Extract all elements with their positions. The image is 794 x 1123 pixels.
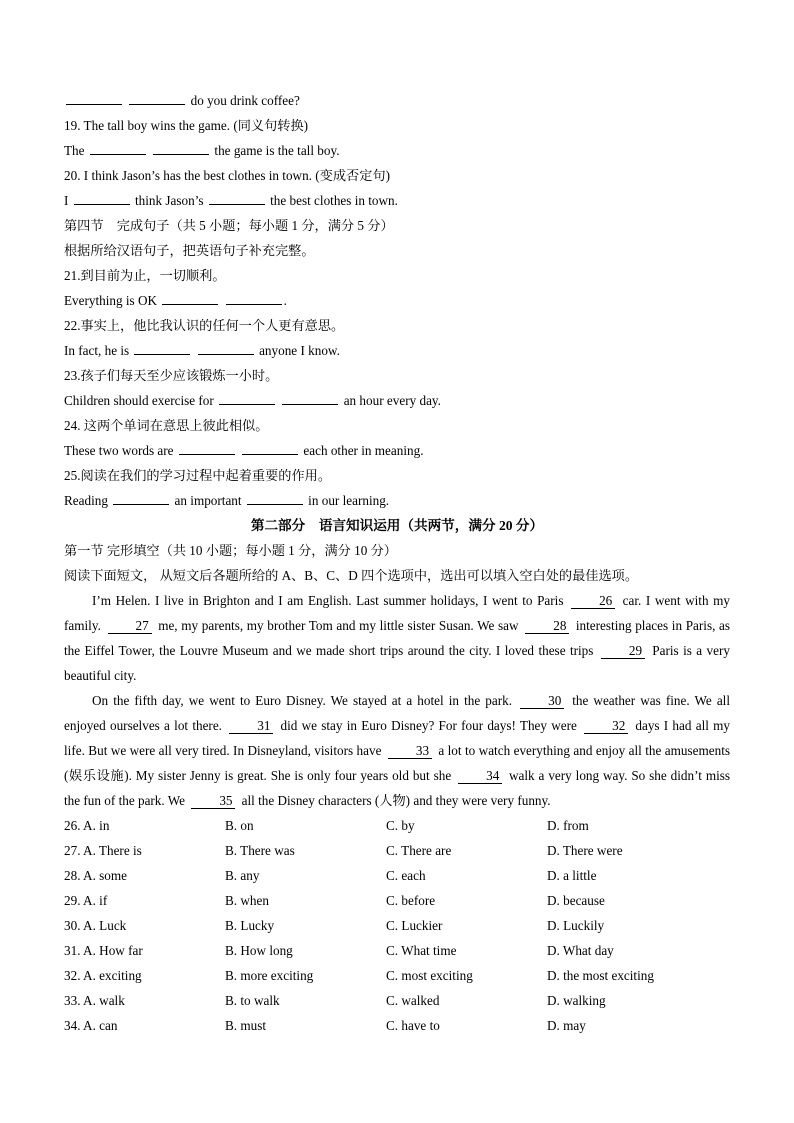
- option-choice[interactable]: D. walking: [547, 993, 606, 1008]
- q23-chinese: 23.孩子们每天至少应该锻炼一小时。: [64, 368, 279, 383]
- answer-blank[interactable]: [162, 290, 218, 305]
- option-choice[interactable]: C. by: [386, 818, 415, 833]
- option-choice[interactable]: D. from: [547, 818, 589, 833]
- q24-answer-line: [64, 438, 730, 463]
- q22-chinese: 22.事实上，他比我认识的任何一个人更有意思。: [64, 318, 345, 333]
- passage-paragraph-1: [64, 588, 730, 688]
- q22-answer-line: [64, 338, 730, 363]
- option-choice[interactable]: B. when: [225, 893, 269, 908]
- section4-title: 第四节 完成句子（共 5 小题；每小题 1 分，满分 5 分）: [64, 218, 394, 233]
- option-choice[interactable]: B. Lucky: [225, 918, 275, 933]
- q21-pre: Everything is OK: [64, 293, 158, 308]
- options-grid: [64, 813, 730, 1038]
- option-choice[interactable]: D. may: [547, 1018, 586, 1033]
- option-choice[interactable]: 33. A. walk: [64, 993, 125, 1008]
- option-choice[interactable]: 28. A. some: [64, 868, 128, 883]
- q23-pre: Children should exercise for: [64, 393, 214, 408]
- blank-number[interactable]: 34: [458, 768, 502, 784]
- answer-blank[interactable]: [129, 90, 185, 105]
- answer-blank[interactable]: [198, 340, 254, 355]
- section4-instructions: 根据所给汉语句子，把英语句子补充完整。: [64, 243, 315, 258]
- q21-post: .: [283, 293, 287, 308]
- blank-number[interactable]: 28: [525, 618, 569, 634]
- q21-answer-line: [64, 288, 730, 313]
- answer-blank[interactable]: [134, 340, 190, 355]
- option-choice[interactable]: 32. A. exciting: [64, 968, 142, 983]
- blank-number[interactable]: 30: [520, 693, 564, 709]
- q25-answer-line: [64, 488, 730, 513]
- q22-post: anyone I know.: [259, 343, 340, 358]
- passage-text: interesting places in Paris, as the Eiffel Tower, the Louvre Museum and we made short trips around the city. I loved these trips: [64, 618, 731, 658]
- passage-text: a lot to watch everything and enjoy all the amusements (娱乐设施). My sister Jenny is great. She is only four years old but she: [64, 743, 730, 783]
- blank-number[interactable]: 26: [571, 593, 615, 609]
- answer-blank[interactable]: [209, 190, 265, 205]
- passage-text: On the fifth day, we went to Euro Disney. We stayed at a hotel in the park.: [92, 693, 513, 708]
- passage-text: walk a very long way. So she didn’t miss the fun of the park. We: [64, 768, 731, 808]
- option-choice[interactable]: 34. A. can: [64, 1018, 118, 1033]
- option-choice[interactable]: D. There were: [547, 843, 623, 858]
- passage-text: the weather was fine. We all enjoyed ourselves a lot there.: [64, 693, 731, 733]
- q24-post: each other in meaning.: [303, 443, 424, 458]
- passage-text: did we stay in Euro Disney? For four days! They were: [280, 718, 577, 733]
- passage-text: car. I went with my family.: [64, 593, 731, 633]
- q20-mid: think Jason’s: [135, 193, 204, 208]
- option-choice[interactable]: C. Luckier: [386, 918, 443, 933]
- q23-answer-line: [64, 388, 730, 413]
- answer-blank[interactable]: [153, 140, 209, 155]
- q25-pre: Reading: [64, 493, 108, 508]
- q23-post: an hour every day.: [343, 393, 441, 408]
- answer-blank[interactable]: [226, 290, 282, 305]
- blank-number[interactable]: 35: [191, 793, 235, 809]
- passage-text: all the Disney characters (人物) and they were very funny.: [241, 793, 551, 808]
- section1-instructions: 阅读下面短文， 从短文后各题所给的 A、B、C、D 四个选项中，选出可以填入空白处的最佳选项。: [64, 568, 639, 583]
- q18-text: do you drink coffee?: [190, 93, 300, 108]
- answer-blank[interactable]: [66, 90, 122, 105]
- option-choice[interactable]: B. on: [225, 818, 254, 833]
- passage-text: I’m Helen. I live in Brighton and I am English. Last summer holidays, I went to Paris: [92, 593, 564, 608]
- option-choice[interactable]: D. because: [547, 893, 605, 908]
- answer-blank[interactable]: [242, 440, 298, 455]
- q19-post: the game is the tall boy.: [214, 143, 340, 158]
- part2-title: 第二部分 语言知识运用（共两节，满分 20 分）: [250, 518, 544, 533]
- passage-text: days I had all my life. But we were all very tired. In Disneyland, visitors have: [64, 718, 731, 758]
- q25-mid: an important: [174, 493, 242, 508]
- q21-chinese: 21.到目前为止，一切顺利。: [64, 268, 226, 283]
- exam-page: [64, 88, 730, 1038]
- q20-post: the best clothes in town.: [270, 193, 398, 208]
- answer-blank[interactable]: [219, 390, 275, 405]
- q18-answer-line: [64, 88, 730, 113]
- blank-number[interactable]: 31: [229, 718, 273, 734]
- option-choice[interactable]: C. What time: [386, 943, 457, 958]
- blank-number[interactable]: 27: [108, 618, 152, 634]
- option-choice[interactable]: C. walked: [386, 993, 440, 1008]
- q19-pre: The: [64, 143, 85, 158]
- q22-pre: In fact, he is: [64, 343, 130, 358]
- answer-blank[interactable]: [74, 190, 130, 205]
- q19-answer-line: [64, 138, 730, 163]
- option-choice[interactable]: 31. A. How far: [64, 943, 143, 958]
- blank-number[interactable]: 32: [584, 718, 628, 734]
- option-choice[interactable]: 26. A. in: [64, 818, 110, 833]
- option-choice[interactable]: C. most exciting: [386, 968, 473, 983]
- blank-number[interactable]: 33: [388, 743, 432, 759]
- q24-chinese: 24. 这两个单词在意思上彼此相似。: [64, 418, 269, 433]
- q25-post: in our learning.: [308, 493, 390, 508]
- section1-title: 第一节 完形填空（共 10 小题；每小题 1 分，满分 10 分）: [64, 543, 397, 558]
- answer-blank[interactable]: [179, 440, 235, 455]
- answer-blank[interactable]: [282, 390, 338, 405]
- passage-paragraph-2: [64, 688, 730, 813]
- q20-answer-line: [64, 188, 730, 213]
- option-choice[interactable]: C. have to: [386, 1018, 440, 1033]
- option-choice[interactable]: C. There are: [386, 843, 452, 858]
- option-choice[interactable]: 30. A. Luck: [64, 918, 127, 933]
- option-choice[interactable]: B. to walk: [225, 993, 280, 1008]
- option-choice[interactable]: D. the most exciting: [547, 968, 654, 983]
- blank-number[interactable]: 29: [601, 643, 645, 659]
- option-choice[interactable]: 27. A. There is: [64, 843, 142, 858]
- option-choice[interactable]: B. There was: [225, 843, 295, 858]
- option-choice[interactable]: D. a little: [547, 868, 597, 883]
- q19-stem: 19. The tall boy wins the game. (同义句转换): [64, 118, 309, 133]
- option-choice[interactable]: D. Luckily: [547, 918, 605, 933]
- q24-pre: These two words are: [64, 443, 174, 458]
- answer-blank[interactable]: [90, 140, 146, 155]
- option-choice[interactable]: B. must: [225, 1018, 267, 1033]
- answer-blank[interactable]: [247, 490, 303, 505]
- option-choice[interactable]: C. each: [386, 868, 426, 883]
- answer-blank[interactable]: [113, 490, 169, 505]
- option-choice[interactable]: C. before: [386, 893, 436, 908]
- option-choice[interactable]: D. What day: [547, 943, 614, 958]
- q25-chinese: 25.阅读在我们的学习过程中起着重要的作用。: [64, 468, 332, 483]
- option-choice[interactable]: 29. A. if: [64, 893, 108, 908]
- option-choice[interactable]: B. more exciting: [225, 968, 314, 983]
- option-choice[interactable]: B. How long: [225, 943, 293, 958]
- passage-text: me, my parents, my brother Tom and my little sister Susan. We saw: [158, 618, 519, 633]
- q20-stem: 20. I think Jason’s has the best clothes in town. (变成否定句): [64, 168, 390, 183]
- option-choice[interactable]: B. any: [225, 868, 260, 883]
- passage-text: Paris is a very beautiful city.: [64, 643, 730, 683]
- q20-pre: I: [64, 193, 69, 208]
